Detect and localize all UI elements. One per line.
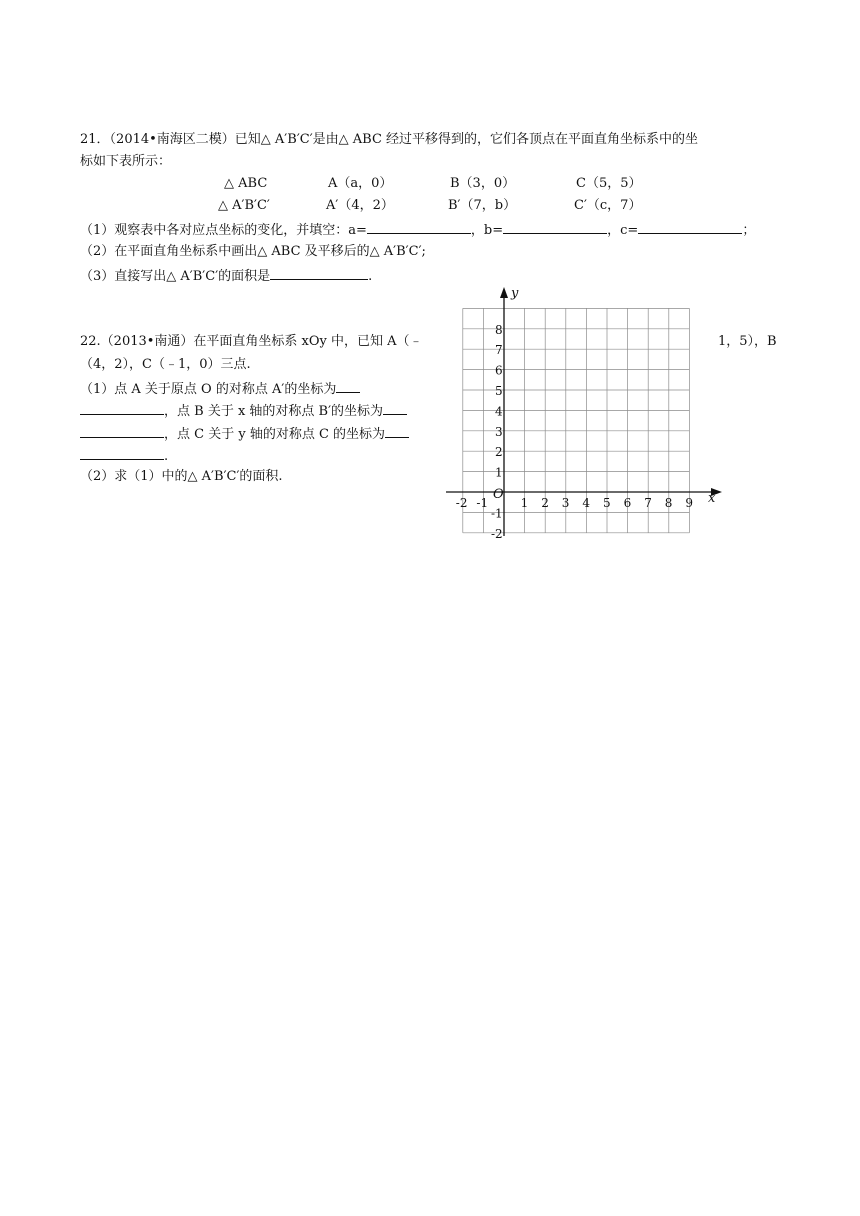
blank-b-prime[interactable]	[80, 424, 164, 438]
y-tick-label: 7	[495, 343, 503, 358]
blank-c[interactable]	[638, 220, 742, 234]
x-tick-label: 4	[582, 496, 591, 510]
q21-part1	[80, 220, 755, 240]
y-axis-arrow-icon	[500, 287, 508, 298]
x-tick-label: 5	[603, 496, 611, 510]
blank-b[interactable]	[503, 220, 607, 234]
table-cell: C（5，5）	[576, 176, 642, 191]
table-cell: A′（4，2）	[326, 198, 394, 213]
q22-line3-text: （1）点 A 关于原点 O 的对称点 A′的坐标为	[80, 382, 337, 397]
x-tick-label: 3	[561, 496, 570, 510]
q22-line6	[80, 446, 168, 466]
y-tick-label: 4	[495, 404, 503, 419]
table-cell: C′（c，7）	[574, 198, 642, 213]
q22-line3	[80, 379, 360, 399]
q22-line2: （4，2），C（﹣1，0）三点.	[80, 357, 251, 372]
origin-label: O	[493, 487, 504, 502]
y-tick-label: 8	[495, 322, 503, 337]
q21-part3-text: （3）直接写出△ A′B′C′的面积是	[80, 269, 271, 284]
q22-line5	[80, 424, 409, 444]
q21-part1-end: ；	[742, 223, 756, 238]
q22-line1-right: 1，5），B	[718, 334, 777, 349]
q21-b-label: ，b=	[470, 223, 504, 238]
q21-header-continued: 标如下表所示：	[80, 154, 172, 169]
table-cell: A（a，0）	[328, 176, 393, 191]
y-tick-label: 5	[495, 384, 503, 398]
q21-part3	[80, 266, 372, 286]
blank-area[interactable]	[270, 266, 368, 280]
q22-line1-left: 22.（2013•南通）在平面直角坐标系 xOy 中，已知 A（﹣	[80, 334, 423, 349]
blank-a-prime-start[interactable]	[336, 379, 360, 393]
coordinate-grid	[440, 282, 730, 540]
y-tick-label: 1	[495, 465, 503, 480]
y-tick-label: 3	[495, 424, 503, 439]
q22-line6-end: .	[164, 449, 169, 464]
blank-b-prime-start[interactable]	[383, 401, 407, 415]
q21-header: 21．（2014•南海区二模）已知△ A′B′C′是由△ ABC 经过平移得到的，它们各顶点在平面直角坐标系中的坐	[80, 132, 699, 147]
q22-line4-text: ，点 B 关于 x 轴的对称点 B′的坐标为	[164, 404, 384, 419]
tick-labels	[456, 323, 693, 540]
q21-part3-end: .	[368, 269, 373, 284]
x-axis-label: x	[708, 491, 716, 506]
q21-part2: （2）在平面直角坐标系中画出△ ABC 及平移后的△ A′B′C′;	[80, 244, 426, 259]
x-tick-label: 8	[664, 496, 673, 510]
table-cell: △ ABC	[224, 176, 268, 191]
q21-c-label: ，c=	[607, 223, 639, 238]
y-tick-label: 6	[495, 363, 503, 378]
table-cell: B′（7，b）	[448, 198, 517, 213]
q21-part1-text: （1）观察表中各对应点坐标的变化，并填空：a=	[80, 223, 367, 238]
x-tick-label: 2	[541, 496, 549, 510]
x-tick-label: 9	[685, 496, 694, 510]
blank-c-prime-start[interactable]	[385, 424, 409, 438]
blank-a-prime[interactable]	[80, 401, 164, 415]
y-tick-label: 2	[495, 445, 503, 460]
q22-line7: （2）求（1）中的△ A′B′C′的面积.	[80, 469, 283, 484]
q22-line4	[80, 401, 407, 421]
table-cell: B（3，0）	[450, 176, 516, 191]
x-tick-label: 6	[623, 496, 632, 510]
y-tick-label: -1	[491, 506, 503, 521]
q22-line5-text: ，点 C 关于 y 轴的对称点 C 的坐标为	[164, 427, 386, 442]
x-tick-label: 7	[644, 496, 652, 510]
x-tick-label: -1	[476, 496, 489, 510]
blank-c-prime[interactable]	[80, 446, 164, 460]
x-tick-label: 1	[520, 496, 529, 510]
x-tick-label: -2	[455, 496, 468, 510]
table-cell: △ A′B′C′	[218, 198, 270, 213]
y-axis-label: y	[511, 286, 519, 301]
blank-a[interactable]	[367, 220, 471, 234]
y-tick-label: -2	[491, 526, 503, 540]
